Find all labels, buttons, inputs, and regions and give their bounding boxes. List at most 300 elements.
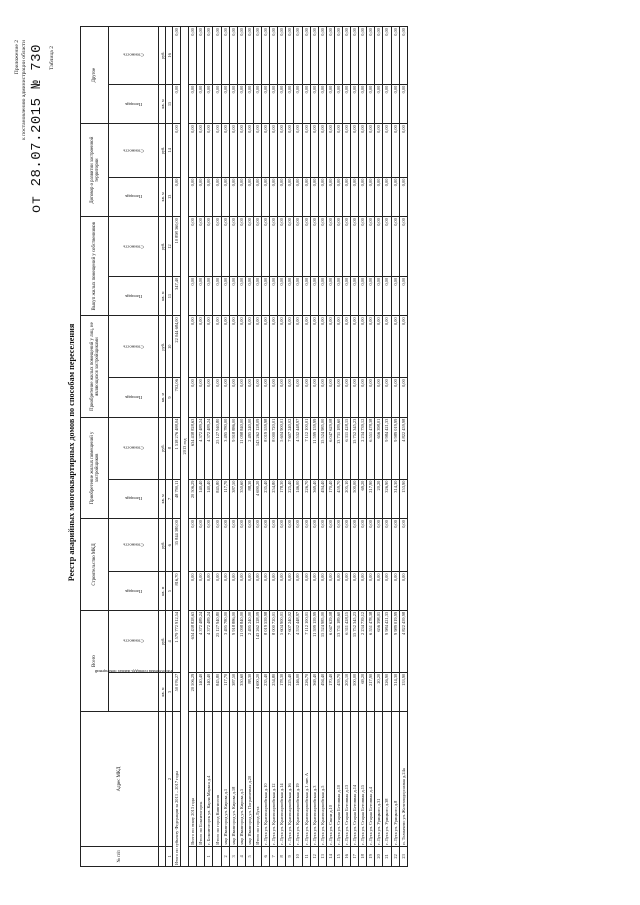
row-value: 0,00 <box>351 84 359 123</box>
unit-rub: руб. <box>159 27 166 85</box>
row-value: 0,00 <box>221 572 229 610</box>
row-value: 0,00 <box>237 572 245 610</box>
row-value: 225,40 <box>286 479 294 518</box>
row-value: 0,00 <box>253 572 261 610</box>
unit-cell <box>159 712 166 846</box>
row-number <box>189 846 197 866</box>
row-value: 0,00 <box>302 27 310 85</box>
row-value: 0,00 <box>205 572 213 610</box>
row-address: г. Луга ул. Старая Бетонная д.14 <box>351 712 359 846</box>
row-value: 0,00 <box>326 316 334 378</box>
row-value: 0,00 <box>262 276 270 315</box>
registry-table <box>80 26 408 867</box>
row-value: 0,00 <box>229 27 237 85</box>
row-value: 0,00 <box>278 124 286 177</box>
unit-cell <box>159 846 166 866</box>
row-value: 0,00 <box>229 378 237 417</box>
row-value: 140,40 <box>197 479 205 518</box>
row-value: 0,00 <box>399 27 407 85</box>
year-label: 2013 год <box>181 27 189 867</box>
row-value: 0,00 <box>270 519 278 572</box>
row-value: 0,00 <box>310 124 318 177</box>
row-value: 0,00 <box>399 276 407 315</box>
row-value: 0,00 <box>318 519 326 572</box>
row-value: 0,00 <box>294 572 302 610</box>
row-address: Итого по Бокситогорск <box>197 712 205 846</box>
row-value: 0,00 <box>383 519 391 572</box>
row-value: 15 752 345,23 <box>351 610 359 672</box>
row-value: 0,00 <box>342 217 350 277</box>
row-value: 0,00 <box>237 519 245 572</box>
row-value: 0,00 <box>367 84 375 123</box>
row-value: 8 000 720,01 <box>270 610 278 672</box>
unit-sqm: кв. м <box>159 572 166 610</box>
row-value: 0,00 <box>367 124 375 177</box>
row-value: 0,00 <box>205 27 213 85</box>
row-number: 2 <box>221 846 229 866</box>
row-value: 0,00 <box>342 316 350 378</box>
row-address: г. Луга ул. Красноармейская д.19 <box>294 712 302 846</box>
row-value: 140,40 <box>197 672 205 711</box>
row-value: 0,00 <box>197 316 205 378</box>
row-value: 0,00 <box>375 378 383 417</box>
row-number: 18 <box>359 846 367 866</box>
summary-cell: 0,00 <box>173 84 181 123</box>
row-value: 0,00 <box>245 378 253 417</box>
row-value: 634 438 828,63 <box>189 610 197 672</box>
row-value: 0,00 <box>253 378 261 417</box>
row-value: 0,00 <box>286 124 294 177</box>
row-address: г. Луга ул. Урицкого д.31 <box>375 712 383 846</box>
row-value: 0,00 <box>270 316 278 378</box>
row-value: 254,80 <box>270 479 278 518</box>
row-value: 0,00 <box>253 27 261 85</box>
row-value: 0,00 <box>310 27 318 85</box>
row-value: 6 551 478,38 <box>367 417 375 479</box>
unit-sqm: кв. м <box>159 378 166 417</box>
row-value: 0,00 <box>197 378 205 417</box>
row-value: 0,00 <box>351 177 359 216</box>
row-value: 494,40 <box>318 479 326 518</box>
row-value: 0,00 <box>229 84 237 123</box>
row-value: 0,00 <box>245 217 253 277</box>
row-value: 0,00 <box>367 378 375 417</box>
summary-cell: 35 844 380,00 <box>173 519 181 572</box>
row-value: 225,40 <box>286 672 294 711</box>
row-value: 0,00 <box>262 84 270 123</box>
row-value: 0,00 <box>213 84 221 123</box>
row-address: мкр Ивангород ул. Кирова д.5 <box>237 712 245 846</box>
row-value: 7 607 240,02 <box>286 417 294 479</box>
sub-area: Площадь <box>109 572 159 610</box>
row-value: 4 372 489,24 <box>205 610 213 672</box>
row-address: г. Луга ул. Старая Бетонная д.15 <box>359 712 367 846</box>
row-value: 0,00 <box>391 572 399 610</box>
row-value: 0,00 <box>294 27 302 85</box>
col-number: 12 <box>166 217 173 277</box>
row-number: 11 <box>302 846 310 866</box>
row-value: 2 495 240,00 <box>245 610 253 672</box>
row-value: 0,00 <box>351 124 359 177</box>
row-value: 69,20 <box>359 672 367 711</box>
col-purchase-nondev: Приобретение жилых помещений у лиц, не являющихся застройщиками <box>81 316 109 417</box>
date-stamp: от 28.07.2015 № 730 <box>29 44 45 214</box>
row-value: 0,00 <box>367 217 375 277</box>
row-value: 0,00 <box>318 27 326 85</box>
row-value: 5 604 900,01 <box>278 610 286 672</box>
sub-cost: Стоимость <box>109 610 159 672</box>
row-value: 0,00 <box>302 276 310 315</box>
row-value: 0,00 <box>294 84 302 123</box>
row-value: 4 372 489,24 <box>197 610 205 672</box>
col-purchase-dev: Приобретение жилых помещений у застройщиков <box>81 417 109 518</box>
row-value: 0,00 <box>189 84 197 123</box>
row-value: 0,00 <box>245 572 253 610</box>
row-value: 0,00 <box>286 572 294 610</box>
table-row <box>375 27 383 867</box>
row-value: 7 607 240,02 <box>286 610 294 672</box>
row-value: 0,00 <box>270 276 278 315</box>
table-row <box>213 27 221 867</box>
row-value: 0,00 <box>391 124 399 177</box>
row-value: 0,00 <box>205 84 213 123</box>
row-value: 0,00 <box>359 177 367 216</box>
row-address: г. Луга ул. Связи д.10 <box>326 712 334 846</box>
sub-cost: Стоимость <box>109 27 159 85</box>
row-value: 0,00 <box>342 519 350 572</box>
row-value: 0,00 <box>326 124 334 177</box>
summary-cell: 0,00 <box>173 124 181 177</box>
row-value: 0,00 <box>318 378 326 417</box>
row-value: 0,00 <box>383 378 391 417</box>
row-value: 9 918 886,00 <box>229 610 237 672</box>
row-value: 0,00 <box>278 177 286 216</box>
row-value: 0,00 <box>294 177 302 216</box>
row-number: 21 <box>383 846 391 866</box>
unit-rub: руб. <box>159 417 166 479</box>
summary-cell: 10 898 360,00 <box>173 217 181 277</box>
row-value: 0,00 <box>278 84 286 123</box>
row-value: 3 495 780,00 <box>221 610 229 672</box>
row-value: 0,00 <box>237 276 245 315</box>
table-row <box>359 27 367 867</box>
row-value: 0,00 <box>245 124 253 177</box>
row-address: г. Луга ул. Старая Бетонная д.10 <box>334 712 342 846</box>
col-construction: Строительство МКД <box>81 519 109 611</box>
row-value: 0,00 <box>189 519 197 572</box>
row-value: 15 524 985,00 <box>318 610 326 672</box>
unit-sqm: кв. м <box>159 479 166 518</box>
row-value: 0,00 <box>286 519 294 572</box>
row-value: 0,00 <box>318 177 326 216</box>
row-value: 0,00 <box>359 276 367 315</box>
row-value: 69,20 <box>359 479 367 518</box>
row-value: 0,00 <box>253 519 261 572</box>
row-value: 0,00 <box>197 519 205 572</box>
row-number: 22 <box>391 846 399 866</box>
row-value: 0,00 <box>221 124 229 177</box>
row-value: 8 019 559,98 <box>262 417 270 479</box>
row-value: 15 524 985,00 <box>318 417 326 479</box>
row-address: г. Луга ул. Урицкого д.8 <box>391 712 399 846</box>
row-value: 4 690,20 <box>253 672 261 711</box>
row-value: 25 127 940,80 <box>213 610 221 672</box>
row-value: 146,00 <box>294 672 302 711</box>
row-value: 369,40 <box>310 672 318 711</box>
row-value: 0,00 <box>213 276 221 315</box>
col-number: 5 <box>166 572 173 610</box>
row-value: 153,90 <box>399 672 407 711</box>
row-value: 0,00 <box>342 572 350 610</box>
row-value: 0,00 <box>245 276 253 315</box>
sub-area: Площадь <box>109 177 159 216</box>
row-value: 0,00 <box>359 217 367 277</box>
row-number <box>197 846 205 866</box>
row-value: 0,00 <box>334 276 342 315</box>
row-value: 0,00 <box>399 378 407 417</box>
row-value: 0,00 <box>213 124 221 177</box>
row-value: 0,00 <box>237 316 245 378</box>
col-number: 3 <box>166 672 173 711</box>
row-value: 0,00 <box>310 84 318 123</box>
row-value: 0,00 <box>262 217 270 277</box>
row-value: 0,00 <box>334 217 342 277</box>
row-value: 0,00 <box>359 84 367 123</box>
row-value: 2 234 739,12 <box>359 417 367 479</box>
row-value: 0,00 <box>278 572 286 610</box>
row-value: 845,80 <box>213 672 221 711</box>
unit-sqm: кв. м <box>159 177 166 216</box>
col-number: 7 <box>166 479 173 518</box>
row-address: Итого по город Луга <box>253 712 261 846</box>
row-value: 20 506,29 <box>189 672 197 711</box>
row-value: 0,00 <box>383 124 391 177</box>
row-value: 4 822 459,98 <box>399 610 407 672</box>
row-value: 0,00 <box>342 124 350 177</box>
row-value: 0,00 <box>302 316 310 378</box>
row-value: 0,00 <box>189 124 197 177</box>
row-value: 0,00 <box>375 519 383 572</box>
row-value: 0,00 <box>221 84 229 123</box>
row-value: 205,10 <box>342 672 350 711</box>
row-value: 0,00 <box>318 276 326 315</box>
row-value: 11 599 159,99 <box>310 417 318 479</box>
row-value: 0,00 <box>318 217 326 277</box>
row-value: 0,00 <box>286 177 294 216</box>
row-value: 0,00 <box>318 316 326 378</box>
row-value: 0,00 <box>286 276 294 315</box>
row-value: 0,00 <box>197 124 205 177</box>
col-no: № п/п <box>81 846 159 866</box>
row-value: 2 495 240,00 <box>245 417 253 479</box>
row-value: 0,00 <box>278 27 286 85</box>
row-value: 0,00 <box>302 177 310 216</box>
row-value: 0,00 <box>334 27 342 85</box>
row-value: 0,00 <box>375 217 383 277</box>
row-value: 0,00 <box>351 27 359 85</box>
row-value: 0,00 <box>367 177 375 216</box>
row-value: 0,00 <box>253 84 261 123</box>
table-row <box>262 27 270 867</box>
row-value: 0,00 <box>294 378 302 417</box>
row-value: 0,00 <box>302 378 310 417</box>
row-value: 0,00 <box>334 316 342 378</box>
row-address: мкр Ивангород ул. Кирова д.18 <box>229 712 237 846</box>
row-value: 387,50 <box>229 672 237 711</box>
row-value: 0,00 <box>391 217 399 277</box>
row-value: 0,00 <box>399 316 407 378</box>
row-value: 0,00 <box>245 316 253 378</box>
row-value: 0,00 <box>270 378 278 417</box>
row-value: 0,00 <box>197 572 205 610</box>
row-value: 11 098 840,00 <box>237 417 245 479</box>
row-value: 0,00 <box>351 519 359 572</box>
row-value: 6 047 629,08 <box>326 417 334 479</box>
row-value: 25 127 940,80 <box>213 417 221 479</box>
unit-rub: руб. <box>159 217 166 277</box>
row-value: 0,00 <box>375 276 383 315</box>
sub-cost: Стоимость <box>109 217 159 277</box>
row-value: 0,00 <box>253 276 261 315</box>
row-value: 0,00 <box>359 124 367 177</box>
row-value: 0,00 <box>237 177 245 216</box>
row-value: 0,00 <box>334 177 342 216</box>
summary-cell: 0,00 <box>173 177 181 216</box>
sub-area: Площадь <box>109 84 159 123</box>
row-value: 0,00 <box>237 124 245 177</box>
unit-sqm: кв. м <box>159 672 166 711</box>
row-value: 0,00 <box>383 276 391 315</box>
row-value: 0,00 <box>351 276 359 315</box>
unit-rub: руб. <box>159 124 166 177</box>
row-value: 0,00 <box>391 519 399 572</box>
row-value: 0,00 <box>221 217 229 277</box>
row-value: 0,00 <box>399 572 407 610</box>
table-row <box>318 27 326 867</box>
row-value: 0,00 <box>229 276 237 315</box>
row-value: 0,00 <box>310 177 318 216</box>
col-number: 10 <box>166 316 173 378</box>
row-value: 369,40 <box>310 479 318 518</box>
row-address: Итого по город Кингисепп <box>213 712 221 846</box>
row-value: 0,00 <box>213 572 221 610</box>
row-value: 9 984 421,33 <box>383 417 391 479</box>
row-address: г. Луга ул. Старая Бетонная д.13 <box>342 712 350 846</box>
row-value: 0,00 <box>253 124 261 177</box>
row-number: 9 <box>286 846 294 866</box>
row-value: 0,00 <box>326 84 334 123</box>
row-value: 459,70 <box>334 672 342 711</box>
row-value: 0,00 <box>197 177 205 216</box>
sub-area: Площадь <box>109 378 159 417</box>
row-value: 0,00 <box>310 572 318 610</box>
row-value: 0,00 <box>310 378 318 417</box>
col-buyout: Выкуп жилых помещений у собственников <box>81 217 109 316</box>
row-value: 0,00 <box>253 217 261 277</box>
row-value: 0,00 <box>342 84 350 123</box>
row-value: 0,00 <box>359 572 367 610</box>
row-value: 0,00 <box>221 378 229 417</box>
row-number: 13 <box>318 846 326 866</box>
row-value: 2 234 739,12 <box>359 610 367 672</box>
col-number: 9 <box>166 378 173 417</box>
row-value: 0,00 <box>399 519 407 572</box>
row-number: 17 <box>351 846 359 866</box>
row-value: 0,00 <box>286 27 294 85</box>
row-value: 4 690,20 <box>253 479 261 518</box>
summary-cell: 22 044 684,00 <box>173 316 181 378</box>
col-total: Всего <box>81 610 109 711</box>
row-value: 3 495 780,00 <box>221 417 229 479</box>
row-value: 0,00 <box>189 378 197 417</box>
row-number: 16 <box>342 846 350 866</box>
row-value: 0,00 <box>375 124 383 177</box>
row-value: 117,70 <box>221 479 229 518</box>
row-value: 88,30 <box>245 672 253 711</box>
col-number: 4 <box>166 610 173 672</box>
summary-label: Итого по субъекту Федерации за 2013 – 2017 годы <box>173 712 181 867</box>
row-value: 0,00 <box>286 217 294 277</box>
row-value: 217,90 <box>367 672 375 711</box>
row-value: 15 752 345,23 <box>351 417 359 479</box>
col-address: Адрес МКД <box>81 712 159 846</box>
col-number: 15 <box>166 84 173 123</box>
year-row <box>181 27 189 867</box>
row-value: 9 984 421,33 <box>383 610 391 672</box>
row-address: г. Луга ул. Урицкого д.38 <box>383 712 391 846</box>
row-value: 0,00 <box>318 84 326 123</box>
row-value: 4 532 448,97 <box>294 417 302 479</box>
table-row <box>270 27 278 867</box>
row-number <box>253 846 261 866</box>
row-value: 178,30 <box>278 672 286 711</box>
row-value: 845,80 <box>213 479 221 518</box>
col-number: 2 <box>166 712 173 846</box>
row-value: 178,30 <box>278 479 286 518</box>
row-value: 0,00 <box>237 27 245 85</box>
row-value: 0,00 <box>229 124 237 177</box>
table-row <box>302 27 310 867</box>
row-value: 0,00 <box>326 276 334 315</box>
sub-cost: Стоимость <box>109 124 159 177</box>
col-contract: Договор о развитии застроенной территории <box>81 124 109 217</box>
col-number: 1 <box>166 846 173 866</box>
row-value: 326,90 <box>383 479 391 518</box>
row-value: 0,00 <box>359 27 367 85</box>
row-value: 0,00 <box>391 84 399 123</box>
table-row <box>221 27 229 867</box>
row-number: 4 <box>237 846 245 866</box>
row-value: 0,00 <box>334 84 342 123</box>
row-value: 217,90 <box>367 479 375 518</box>
row-value: 0,00 <box>270 27 278 85</box>
row-value: 0,00 <box>213 316 221 378</box>
sub-area: Площадь <box>109 276 159 315</box>
row-value: 0,00 <box>253 177 261 216</box>
row-value: 0,00 <box>302 124 310 177</box>
row-number: 3 <box>229 846 237 866</box>
row-value: 0,00 <box>262 177 270 216</box>
row-value: 0,00 <box>270 572 278 610</box>
row-value: 5 604 900,01 <box>278 417 286 479</box>
row-value: 0,00 <box>359 378 367 417</box>
row-value: 0,00 <box>229 519 237 572</box>
row-value: 0,00 <box>391 378 399 417</box>
sub-area: Площадь <box>109 479 159 518</box>
row-value: 0,00 <box>278 217 286 277</box>
row-value: 9 918 886,00 <box>229 417 237 479</box>
summary-cell: 702,06 <box>173 378 181 417</box>
